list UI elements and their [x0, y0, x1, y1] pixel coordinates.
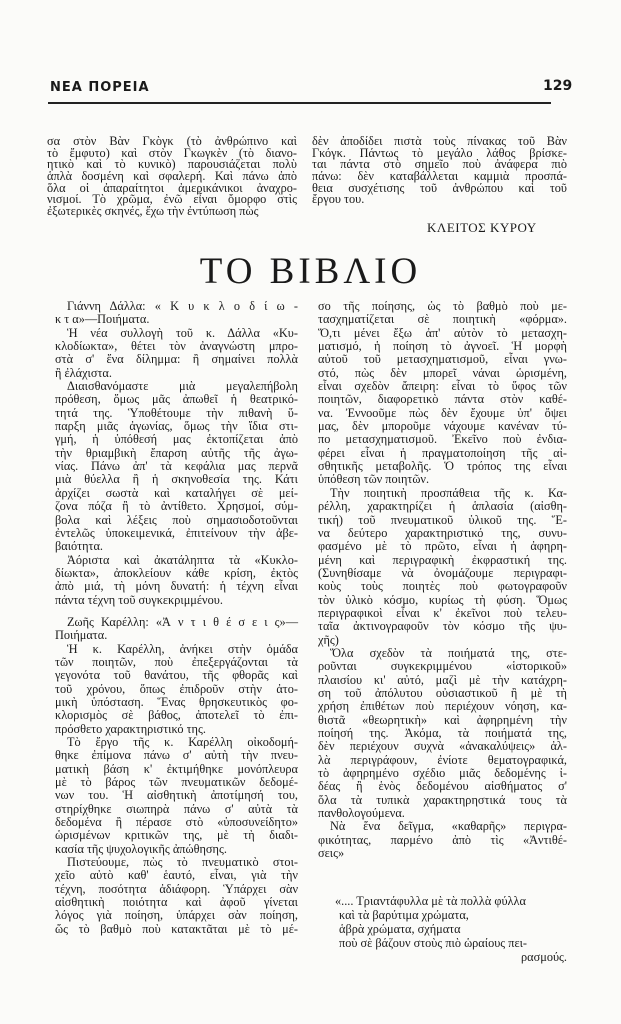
text-line: μας, δὲν μποροῦμε νάχουμε κανέναν τύ-: [318, 419, 567, 434]
paragraph: [55, 736, 298, 856]
text-line: ὅλα οἱ ἀπαραίτητοι ἀμερικάνικοι ἀναχρο-: [47, 180, 297, 195]
paragraph: [312, 136, 567, 206]
paragraph: [55, 643, 298, 736]
header-rule: [48, 102, 551, 104]
paragraph: [318, 820, 567, 860]
text-line: να δεύτερο χαρακτηριστικό της, συνυ-: [318, 525, 567, 540]
text-line: ὡρισμένων κριτικῶν της, μὲ τὴ διαδι-: [55, 828, 298, 843]
text-line: τὸ ἔμφυτο) καὶ στὸν Γκωγκὲν (τὸ διανο-: [47, 145, 297, 160]
text-line: Νὰ ἕνα δεῖγμα, «καθαρῆς» περιγρα-: [330, 819, 567, 834]
text-line: ζονα πόζα ἢ τὸ ἀντίθετο. Χρησμοί, σύμ-: [55, 499, 298, 514]
text-line: τασχηματίζεται σὲ ποιητικὴ «φόρμα».: [318, 312, 567, 327]
text-line: ρέλλη, χαρακτηρίζει ἡ ἁπλασία (αἰσθη-: [318, 499, 567, 514]
section-title: ΤΟ ΒΙΒΛΙΟ: [199, 251, 422, 292]
text-line: θηκε ἐπίμονα πάνω σ' αὐτὴ τὴν πνευ-: [55, 748, 298, 763]
text-line: δίωκτα», ἀποκλείουν κάθε κρίση, ἐκτὸς: [55, 565, 298, 580]
text-line: τὴν θριαμβικὴ ἔπαρση αὐτῆς τῆς ἀγω-: [55, 445, 298, 460]
journal-name: ΝΕΑ ΠΟΡΕΙΑ: [50, 80, 150, 95]
text-line: ματικὴ βάση κ' ἐκτιμήθηκε μονόπλευρα: [55, 761, 298, 776]
text-line: τοῦ χρόνου, ὅπως ἐπιδροῦν στὴν ἀτο-: [55, 681, 298, 696]
text-line: νίας. Πάνω ἀπ' τὰ κεφάλια μας περνᾶ: [55, 459, 298, 474]
text-line: Ποιήματα.: [55, 628, 108, 643]
text-line: πάνω: δὲν καταβάλλεται καμμιὰ προσπά-: [312, 169, 567, 184]
text-line: σα στὸν Βὰν Γκὸγκ (τὸ ἀνθρώπινο καὶ: [47, 134, 297, 148]
paragraph: [318, 300, 567, 487]
text-line: ὑπόθεση τῶν ποιητῶν.: [318, 472, 430, 487]
text-line: τική) τοῦ πνευματικοῦ ὑλικοῦ της. Ἕ-: [318, 512, 567, 527]
text-line: Ὅλα σχεδὸν τὰ ποιήματά της, στε-: [330, 645, 567, 660]
text-line: Ζωῆς Καρέλλη: «Ἀ ν τ ι θ έ σ ε ι ς»—: [67, 614, 298, 629]
text-line: μένη καὶ περιγραφικὴ ἐκφραστική της.: [318, 552, 567, 567]
text-line: ἐντελῶς ὑποκειμενικά, ἐπιτείνουν τὴν ἀβε-: [55, 525, 298, 540]
poem-line: «.... Τριαντάφυλλα μὲ τὰ πολλὰ φύλλα: [335, 894, 526, 908]
text-line: ὥς τὸ βαθμὸ ποὺ κατακτᾶται μὲ τὸ μέ-: [55, 921, 298, 936]
text-line: σεις»: [318, 846, 345, 861]
text-line: γμή, ἡ ὑπόθεσή μας ἐκτοπίζεται ἀπὸ: [55, 432, 298, 447]
text-line: θιστᾶ «θεωρητικὴ» καὶ ἀφηρημένη τὴν: [318, 712, 567, 727]
poem-line: καὶ τὰ βαρύτιμα χρώματα,: [339, 908, 469, 922]
review-heading: [55, 300, 298, 327]
text-line: νων του. Ἡ αἰσθητικὴ ἀποτίμησή του,: [55, 788, 298, 803]
page-number: 129: [543, 78, 573, 94]
text-line: ταῖα ἀκτινογραφοῦν τὸν κόσμο τῆς ψυ-: [318, 619, 567, 634]
text-line: ροῦνται συγκεκριμμένου «ἱστορικοῦ»: [318, 659, 567, 674]
text-line: σο τῆς ποίησης, ὡς τὸ βαθμὸ ποὺ με-: [318, 299, 567, 313]
review-right-column: [318, 300, 567, 860]
text-line: κλοδίωκτα», θέτει τὸν ἀναγνώστη μπρο-: [55, 339, 298, 354]
text-line: ται πάντα στὸ σημεῖο ποὺ ἀνάφερα πιὸ: [312, 157, 567, 172]
text-line: Ἡ κ. Καρέλλη, ἀνήκει στὴν ὁμάδα: [67, 641, 298, 656]
text-line: νισμοί. Τὸ χρῶμα, ἐνῶ εἶναι ὄμορφο στὶς: [47, 192, 297, 207]
text-line: τῶν ποιητῶν, ποὺ ἐπεξεργάζονται τὰ: [55, 654, 298, 669]
text-line: ποιητῶν, διαφορετικὸ πάντα στὸν καθέ-: [318, 392, 567, 407]
paragraph: [55, 327, 298, 380]
poem-line: ρασμούς.: [521, 950, 567, 964]
text-line: θεια συσχέτισης τοῦ ἀνθρώπου καὶ τοῦ: [312, 180, 567, 195]
text-line: πανθολογούμενα.: [318, 806, 405, 821]
text-line: λὰ περιγράφουν, ἐνίοτε θεματογραφικά,: [318, 752, 567, 767]
text-line: ἁπλὰ δοσμένη καὶ σφαλερή. Καὶ πάνω ἀπὸ: [47, 169, 297, 184]
paragraph: [318, 647, 567, 820]
text-line: πλαισίου κι' αὐτό, μαζὶ μὲ τὴν κατάχρη-: [318, 672, 567, 687]
text-line: φασμένο μὲ τὸ πρῶτο, εἶναι ἡ ἀφηρη-: [318, 539, 567, 554]
text-line: γεγονότα τοῦ θανάτου, τῆς φθορᾶς καὶ: [55, 668, 298, 683]
paragraph: [55, 554, 298, 607]
text-line: τητά της. Ὑποθέτουμε τὴν πιθανὴ ὕ-: [55, 405, 298, 420]
text-line: μιὰ θύελλα ἢ ἡ σκηνοθεσία της. Κάτι: [55, 472, 298, 487]
text-line: αἰσθητικὴ ποιότητα καὶ ἀφοῦ γίνεται: [55, 895, 298, 910]
text-line: χρήση ἐπιθέτων ποὺ περιέχουν νόηση, κα-: [318, 699, 567, 714]
text-line: τέχνη, ποσότητα ἀδιάφορη. Ὑπάρχει σὰν: [55, 881, 298, 896]
text-line: ση τοῦ ἀπόλυτου οὐσιαστικοῦ ἢ μὲ τὴ: [318, 685, 567, 700]
text-line: Τὴν ποιητικὴ προσπάθεια τῆς κ. Κα-: [330, 485, 567, 500]
text-line: παρξη μιᾶς ἀγωνίας, ὅμως τὴν ἴδια στι-: [55, 419, 298, 434]
text-line: φέρει εἶναι ἡ πραγματοποίηση τῆς αἰ-: [318, 445, 567, 460]
poem-line: ἁβρὰ χρώματα, σχήματα: [339, 922, 461, 936]
text-line: Γκόγκ. Πάντως τὸ μεγάλο λάθος βρίσκε-: [312, 145, 567, 160]
text-line: Ἡ νέα συλλογὴ τοῦ κ. Δάλλα «Κυ-: [67, 325, 298, 340]
review-left-column: [55, 300, 298, 936]
text-line: ητικὸ καὶ τὸ κυνικὸ) παρουσιάζεται πολὺ: [47, 157, 297, 172]
text-line: στηρίχθηκε σιωπηρὰ πάνω σ' αὐτὰ τὰ: [55, 801, 298, 816]
text-line: στὰ σ' ἕνα δίλημμα: ἢ σημαίνει πολλὰ: [55, 352, 298, 367]
top-left-column: [47, 136, 297, 218]
paragraph: [47, 136, 297, 218]
paragraph: [318, 487, 567, 647]
text-line: Ἀόριστα καὶ ἀκατάληπτα τὰ «Κυκλο-: [67, 552, 298, 567]
paragraph: [55, 856, 298, 936]
text-line: βαιότητα.: [55, 539, 103, 554]
review-heading: [55, 616, 298, 643]
text-line: μικὴ ὑπόσταση. Ἕνας θρησκευτικὸς φο-: [55, 694, 298, 709]
text-line: πάντα τέχνη τοῦ συγκεκριμμένου.: [55, 592, 223, 607]
poem-excerpt: [335, 894, 567, 964]
text-line: Διαισθανόμαστε μιὰ μεγαλεπήβολη: [67, 379, 298, 394]
paragraph: [55, 380, 298, 553]
text-line: ἢ ἐλάχιστα.: [55, 365, 112, 380]
text-line: ματισμό, ἡ ποίηση τὸ ἀγνοεῖ. Ἡ μορφὴ: [318, 339, 567, 354]
text-line: στό, πὼς δὲν μπορεῖ νάναι ὡρισμένη,: [318, 365, 567, 380]
text-line: εἶναι σχεδὸν ἄπειρη: εἶναι τὸ ὕφος τῶν: [318, 379, 567, 394]
text-line: πρόθεση, ὅμως μᾶς ἀπωθεῖ ἡ θεατρικό-: [55, 392, 298, 407]
text-line: ποίησή της. Ἀκόμα, τὰ ποιήματά της,: [318, 726, 567, 740]
text-line: χῆς): [318, 632, 339, 647]
text-line: κ τ α»—Ποιήματα.: [55, 312, 150, 327]
text-line: βολα καὶ λέξεις ποὺ σημασιοδοτοῦνται: [55, 512, 298, 527]
text-line: δέας ἢ ἑνὸς δεδομένου αἰσθήματος σ': [318, 779, 567, 794]
text-line: ὅλα τὰ τυπικὰ χαρακτηρηστικά τους τὰ: [318, 792, 567, 807]
text-line: φικότητας, παρμένο ἀπὸ τὶς «Ἀντιθέ-: [318, 832, 567, 847]
top-right-column: [312, 136, 567, 206]
text-line: Ὅ,τι μένει ἔξω ἀπ' αὐτὸν τὸ μετασχη-: [318, 325, 567, 340]
text-line: δὲν περιέχουν συχνὰ «ἀνακαλύψεις» ἀλ-: [318, 739, 567, 754]
text-line: πο μετασχηματισμοῦ. Ἐκεῖνο ποὺ ἐνδια-: [318, 432, 567, 447]
text-line: κλορισμὸς σὲ βάθος, ἀποτελεῖ τὸ ἐπι-: [55, 708, 298, 723]
text-line: ἀρχίζει σωστὰ καὶ καταλήγει σὲ μεί-: [55, 485, 298, 500]
text-line: ἀπὸ μιά, τὴ μόνη δυνατή: ἡ τέχνη εἶναι: [55, 579, 298, 594]
text-line: ἐξωτερικὲς σκηνές, ἔχω τὴν ἐντύπωση πὼς: [47, 204, 259, 219]
text-line: σθητικῆς μεταβολῆς. Ὁ τρόπος της εἶναι: [318, 459, 567, 474]
text-line: περιγραφικοὶ εἶναι κ' ἐκεῖνοι ποὺ τελευ-: [318, 605, 567, 620]
text-line: χεῖο αὐτὸ καθ' ἑαυτό, εἶναι, γιὰ τὴν: [55, 868, 298, 883]
text-line: (Συνηθίσαμε νὰ ὀνομάζουμε περιγραφι-: [318, 565, 567, 580]
text-line: δεδομένα ἢ πέρασε στὸ «ὑποσυνείδητο»: [55, 815, 298, 830]
text-line: ἔργου του.: [312, 192, 365, 207]
signature: ΚΛΕΙΤΟΣ ΚΥΡΟΥ: [427, 220, 537, 235]
text-line: λόγος γιὰ ποίηση, ὑπάρχει σὰν ποίηση,: [55, 908, 298, 923]
text-line: αὐτοῦ τοῦ μετασχηματισμοῦ, εἶναι γνω-: [318, 352, 567, 367]
text-line: πρόσθετο χαρακτηριστικό της.: [55, 721, 206, 736]
text-line: κοὺς τοὺς ποιητὲς ποὺ φωτογραφοῦν: [318, 579, 567, 594]
text-line: δὲν ἀποδίδει πιστὰ τοὺς πίνακας τοῦ Βὰν: [312, 134, 567, 148]
text-line: Τὸ ἔργο τῆς κ. Καρέλλη οἰκοδομή-: [67, 735, 298, 749]
text-line: τὸ ἀφηρημένο σχέδιο μιᾶς δεδομένης ἰ-: [318, 766, 567, 781]
poem-line: ποὺ σὲ βάζουν στοὺς πιὸ ὡραίους πει-: [339, 936, 528, 950]
text-line: να. Ἐννοοῦμε πὼς δὲν ἔχουμε ὑπ' ὄψει: [318, 405, 567, 420]
text-line: Γιάννη Δάλλα: « Κ υ κ λ ο δ ί ω -: [67, 299, 298, 313]
text-line: μὲ τὸ βάρος τῶν πνευματικῶν δεδομέ-: [55, 775, 298, 790]
text-line: τὸν ὑλικὸ κόσμο, κυρίως τὴ φύση. Ὅμως: [318, 592, 567, 607]
text-line: κασία τῆς ψυχολογικῆς ἀπώθησης.: [55, 841, 227, 856]
text-line: Πιστεύουμε, πὼς τὸ πνευματικὸ στοι-: [67, 855, 298, 870]
